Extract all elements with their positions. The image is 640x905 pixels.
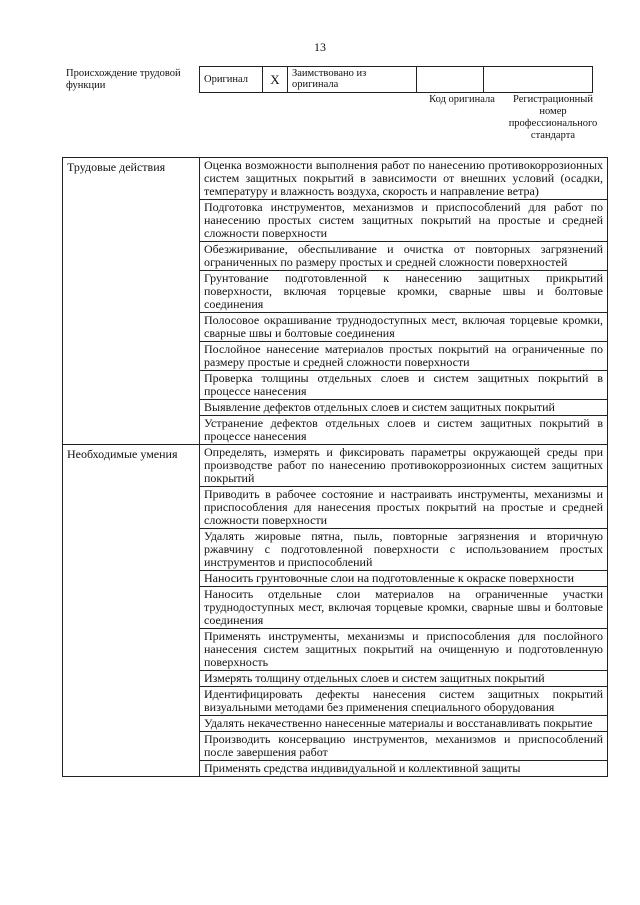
table-cell: Наносить грунтовочные слои на подготовленные к окраске поверхности bbox=[200, 571, 608, 587]
table-cell: Послойное нанесение материалов простых покрытий на ограниченные по размеру простые и средней сложности поверхности bbox=[200, 342, 608, 371]
table-cell: Применять средства индивидуальной и коллективной защиты bbox=[200, 761, 608, 777]
original-mark: X bbox=[263, 67, 288, 93]
table-cell: Наносить отдельные слои материалов на ограниченные участки труднодоступных мест, включая торцевые кромки, сварные швы и болтовые соединения bbox=[200, 587, 608, 629]
table-cell: Измерять толщину отдельных слоев и систем защитных покрытий bbox=[200, 671, 608, 687]
section-title: Трудовые действия bbox=[63, 158, 200, 445]
reg-number-caption: Регистрационный номер профессионального стандарта bbox=[508, 94, 598, 141]
page-number: 13 bbox=[314, 40, 326, 54]
table-cell: Идентифицировать дефекты нанесения систем защитных покрытий визуальными методами без применения специального оборудования bbox=[200, 687, 608, 716]
table-cell: Производить консервацию инструментов, механизмов и приспособлений после завершения работ bbox=[200, 732, 608, 761]
labor-function-table bbox=[62, 157, 608, 777]
table-cell: Проверка толщины отдельных слоев и систем защитных покрытий в процессе нанесения bbox=[200, 371, 608, 400]
table-cell: Приводить в рабочее состояние и настраивать инструменты, механизмы и приспособления для нанесения простых покрытий на простые и средней сложности поверхности bbox=[200, 487, 608, 529]
table-cell: Обезжиривание, обеспыливание и очистка от повторных загрязнений ограниченных по размеру простых и средней сложности поверхностей bbox=[200, 242, 608, 271]
code-caption: Код оригинала bbox=[429, 94, 495, 105]
table-cell: Полосовое окрашивание труднодоступных мест, включая торцевые кромки, сварные швы и болтовые соединения bbox=[200, 313, 608, 342]
table-row bbox=[63, 445, 608, 487]
table-cell: Определять, измерять и фиксировать параметры окружающей среды при производстве работ по нанесению противокоррозионных систем защитных покрытий bbox=[200, 445, 608, 487]
borrowed-cell: Заимствовано из оригинала bbox=[288, 67, 417, 93]
table-cell: Удалять жировые пятна, пыль, повторные загрязнения и вторичную ржавчину с подготовленной поверхности с использованием простых инструментов и приспособлений bbox=[200, 529, 608, 571]
table-cell: Подготовка инструментов, механизмов и приспособлений для работ по нанесению простых систем защитных покрытий на простые и средней сложности поверхности bbox=[200, 200, 608, 242]
table-cell: Выявление дефектов отдельных слоев и систем защитных покрытий bbox=[200, 400, 608, 416]
reg-number-cell bbox=[484, 67, 593, 93]
section-title: Необходимые умения bbox=[63, 445, 200, 777]
origin-table bbox=[199, 66, 593, 93]
original-cell: Оригинал bbox=[200, 67, 263, 93]
table-row bbox=[63, 158, 608, 200]
table-cell: Устранение дефектов отдельных слоев и систем защитных покрытий в процессе нанесения bbox=[200, 416, 608, 445]
code-cell bbox=[417, 67, 484, 93]
table-cell: Удалять некачественно нанесенные материалы и восстанавливать покрытие bbox=[200, 716, 608, 732]
origin-label: Происхождение трудовой функции bbox=[66, 68, 181, 91]
table-cell: Применять инструменты, механизмы и приспособления для послойного нанесения систем защитных покрытий на очищенную и подготовленную поверхность bbox=[200, 629, 608, 671]
table-cell: Грунтование подготовленной к нанесению защитных прикрытий поверхности, включая торцевые кромки, сварные швы и болтовые соединения bbox=[200, 271, 608, 313]
table-cell: Оценка возможности выполнения работ по нанесению противокоррозионных систем защитных покрытий в зависимости от внешних условий (осадки, температуру и влажность воздуха, скорость и направление ветра) bbox=[200, 158, 608, 200]
